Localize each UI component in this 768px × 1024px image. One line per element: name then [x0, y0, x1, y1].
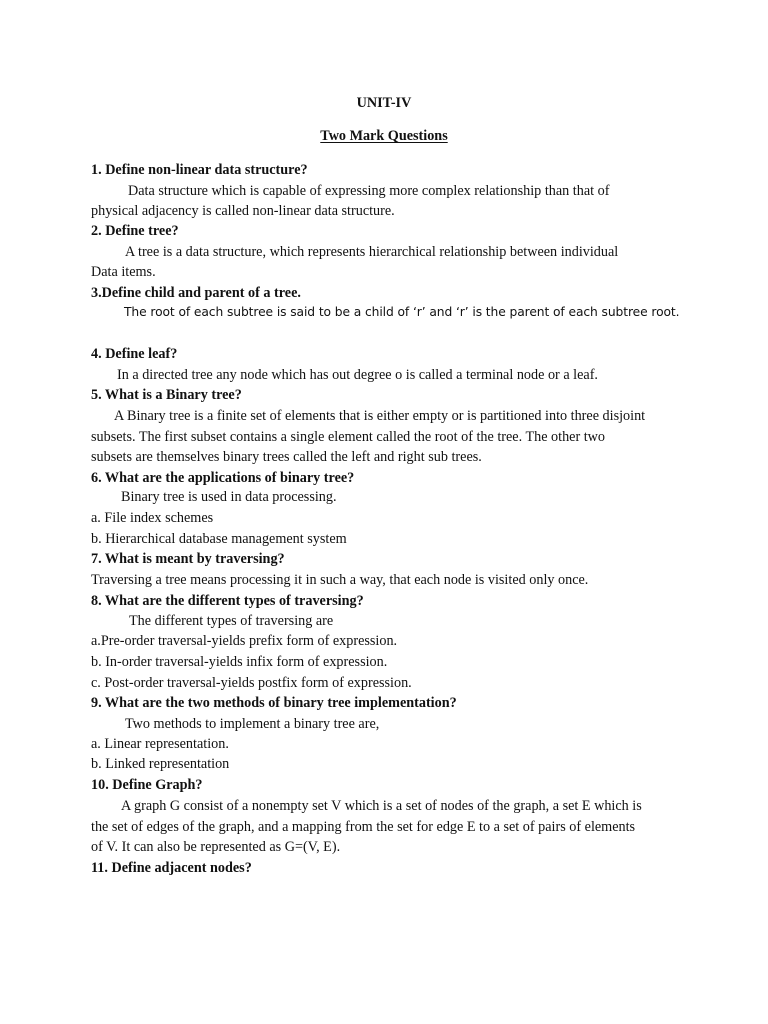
answer-4-line-1: In a directed tree any node which has out degree o is called a terminal node or a leaf.: [117, 367, 598, 383]
answer-8-item-c: c. Post-order traversal-yields postfix form of expression.: [91, 675, 412, 691]
answer-10-line-3: of V. It can also be represented as G=(V, E).: [91, 839, 341, 855]
section-heading: Two Mark Questions: [320, 128, 448, 144]
answer-10-line-1: A graph G consist of a nonempty set V which is a set of nodes of the graph, a set E which is: [121, 798, 642, 814]
question-6: 6. What are the applications of binary tree?: [91, 470, 355, 486]
answer-7-line-1: Traversing a tree means processing it in such a way, that each node is visited only once.: [91, 572, 589, 588]
answer-2-line-1: A tree is a data structure, which represents hierarchical relationship between individual: [125, 244, 619, 260]
answer-6-line-1: Binary tree is used in data processing.: [121, 489, 337, 505]
question-9: 9. What are the two methods of binary tree implementation?: [91, 695, 457, 711]
answer-8-item-b: b. In-order traversal-yields infix form of expression.: [91, 654, 388, 670]
question-8: 8. What are the different types of traversing?: [91, 593, 364, 609]
question-11: 11. Define adjacent nodes?: [91, 860, 252, 876]
answer-6-item-b: b. Hierarchical database management system: [91, 531, 347, 547]
answer-9-item-a: a. Linear representation.: [91, 736, 229, 752]
answer-5-line-3: subsets are themselves binary trees called the left and right sub trees.: [91, 449, 482, 465]
answer-9-item-b: b. Linked representation: [91, 756, 230, 772]
question-3: 3.Define child and parent of a tree.: [91, 285, 301, 301]
answer-10-line-2: the set of edges of the graph, and a mapping from the set for edge E to a set of pairs of elements: [91, 819, 636, 835]
answer-2-line-2: Data items.: [91, 264, 156, 280]
answer-9-line-1: Two methods to implement a binary tree are,: [125, 716, 380, 732]
question-10: 10. Define Graph?: [91, 777, 203, 793]
question-2: 2. Define tree?: [91, 223, 179, 239]
answer-8-item-a: a.Pre-order traversal-yields prefix form of expression.: [91, 633, 398, 649]
question-7: 7. What is meant by traversing?: [91, 551, 285, 567]
answer-8-line-1: The different types of traversing are: [129, 613, 334, 629]
answer-5-line-2: subsets. The first subset contains a single element called the root of the tree. The other two: [91, 429, 606, 445]
question-5: 5. What is a Binary tree?: [91, 387, 242, 403]
question-1: 1. Define non-linear data structure?: [91, 162, 308, 178]
answer-3-line-1: The root of each subtree is said to be a child of ‘r’ and ‘r’ is the parent of each subtree root.: [124, 305, 680, 319]
unit-title: UNIT-IV: [356, 95, 412, 111]
answer-6-item-a: a. File index schemes: [91, 510, 214, 526]
question-4: 4. Define leaf?: [91, 346, 178, 362]
answer-1-line-2: physical adjacency is called non-linear data structure.: [91, 203, 395, 219]
answer-5-line-1: A Binary tree is a finite set of elements that is either empty or is partitioned into three disjoint: [114, 408, 646, 424]
answer-1-line-1: Data structure which is capable of expressing more complex relationship than that of: [128, 183, 610, 199]
